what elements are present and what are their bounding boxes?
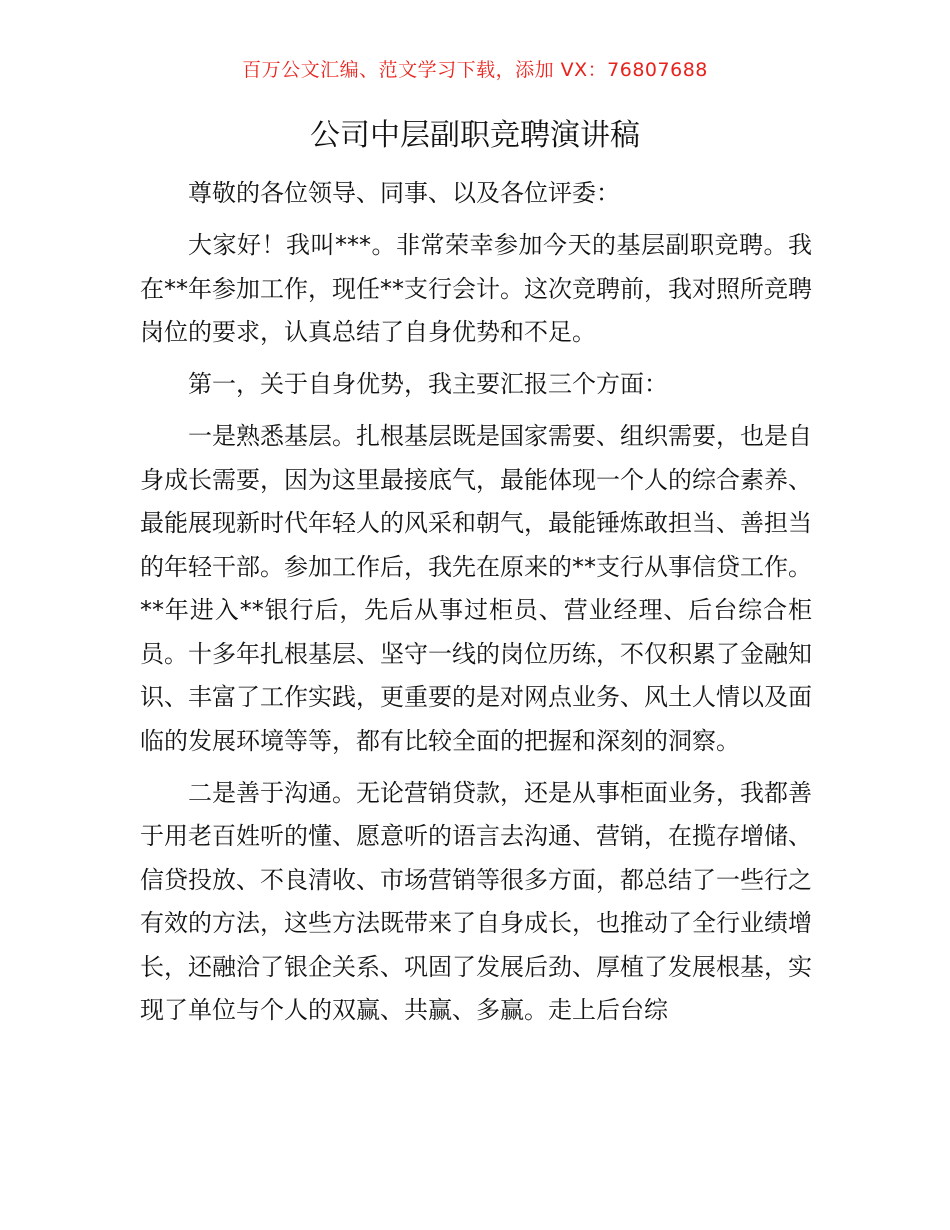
header-watermark-text: 百万公文汇编、范文学习下载，添加 VX：76807688 bbox=[242, 59, 708, 81]
first-point-intro-paragraph: 第一，关于自身优势，我主要汇报三个方面： bbox=[188, 370, 668, 398]
familiar-with-grassroots-paragraph: 一是熟悉基层。扎根基层既是国家需要、组织需要，也是自身成长需要，因为这里最接底气，最能体现一个人的综合素养、最能展现新时代年轻人的风采和朝气，最能锤炼敢担当、善担当的年轻干部。参加工作后，我先在原来的**支行从事信贷工作。**年进入**银行后，先后从事过柜员、营业经理、后台综合柜员。十多年扎根基层、坚守一线的岗位历练，不仅积累了金融知识、丰富了工作实践，更重要的是对网点业务、风土人情以及面临的发展环境等等，都有比较全面的把握和深刻的洞察。 bbox=[140, 422, 812, 755]
good-at-communication-paragraph: 二是善于沟通。无论营销贷款，还是从事柜面业务，我都善于用老百姓听的懂、愿意听的语言去沟通、营销，在揽存增储、信贷投放、不良清收、市场营销等很多方面，都总结了一些行之有效的方法，这些方法既带来了自身成长，也推动了全行业绩增长，还融洽了银企关系、巩固了发展后劲、厚植了发展根基，实现了单位与个人的双赢、共赢、多赢。走上后台综 bbox=[140, 778, 812, 1024]
document-body bbox=[140, 172, 812, 1041]
document-title: 公司中层副职竞聘演讲稿 bbox=[310, 118, 640, 153]
greeting-paragraph: 大家好！我叫***。非常荣幸参加今天的基层副职竞聘。我在**年参加工作，现任**支行会计。这次竞聘前，我对照所竞聘岗位的要求，认真总结了自身优势和不足。 bbox=[140, 231, 812, 346]
salutation-paragraph: 尊敬的各位领导、同事、以及各位评委： bbox=[188, 179, 620, 207]
